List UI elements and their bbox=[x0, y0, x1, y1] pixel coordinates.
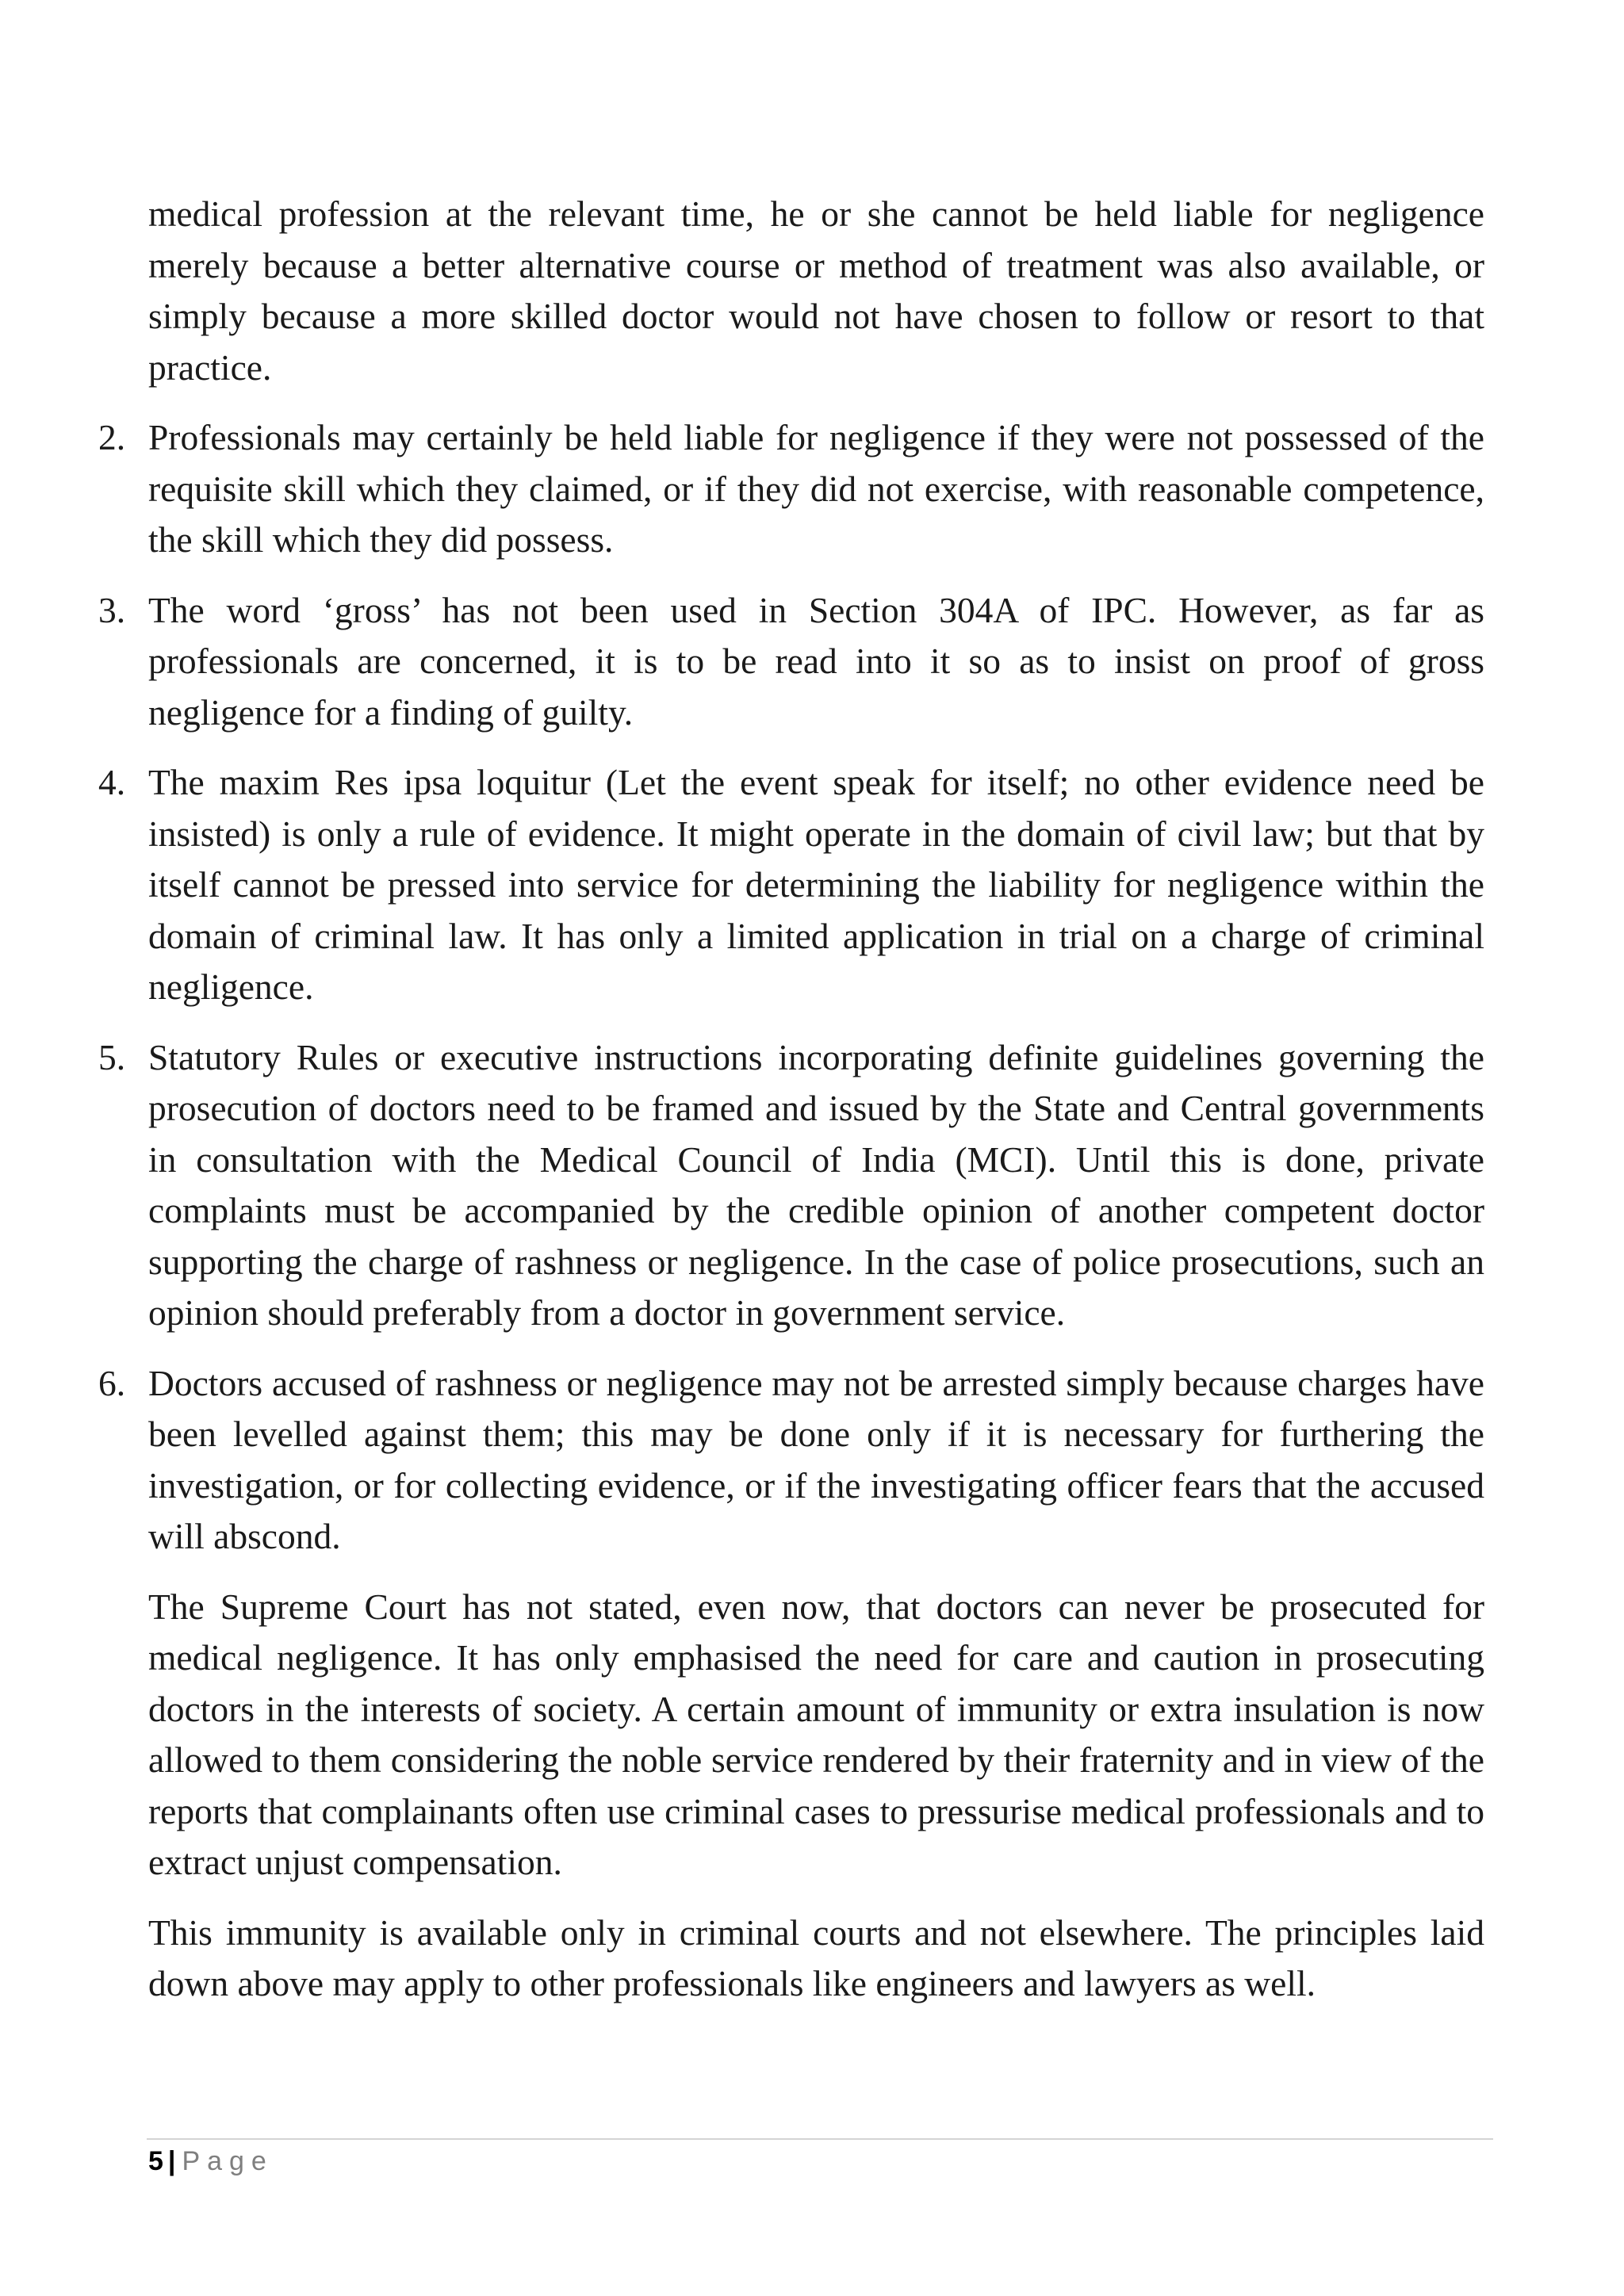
list-item bbox=[98, 1358, 1484, 1563]
list-item-text: Professionals may certainly be held liable for negligence if they were not possessed of the requisite skill which they claimed, or if they did not exercise, with reasonable competence, the skill which they did possess. bbox=[148, 417, 1484, 560]
numbered-list bbox=[98, 412, 1484, 1563]
list-item-number: 5. bbox=[98, 1036, 126, 1077]
list-item-text: Statutory Rules or executive instructions incorporating definite guidelines governing the prosecution of doctors need to be framed and issued by the State and Central governments in consultation with the Medical Council of India (MCI). Until this is done, private complaints must be accompanied by the credible opinion of another competent doctor supporting the charge of rashness or negligence. In the case of police prosecutions, such an opinion should preferably from a doctor in government service. bbox=[148, 1036, 1484, 1333]
page-label: Page bbox=[182, 2146, 274, 2176]
list-item bbox=[98, 1032, 1484, 1339]
page-number: 5 bbox=[148, 2146, 163, 2176]
list-item bbox=[98, 585, 1484, 739]
list-item-number: 6. bbox=[98, 1362, 126, 1403]
page-body bbox=[98, 189, 1484, 2010]
list-item-text: The word ‘gross’ has not been used in Section 304A of IPC. However, as far as professionals are concerned, it is to be read into it so as to insist on proof of gross negligence for a finding of guilty. bbox=[148, 589, 1484, 733]
list-item bbox=[98, 412, 1484, 566]
list-item-text: Doctors accused of rashness or negligence may not be arrested simply because charges have been levelled against them; this may be done only if it is necessary for furthering the investigation, or for collecting evidence, or if the investigating officer fears that the accused will abscond. bbox=[148, 1362, 1484, 1556]
list-item-number: 3. bbox=[98, 589, 126, 630]
list-item bbox=[98, 757, 1484, 1013]
page-footer bbox=[148, 2144, 274, 2179]
closing-paragraph: This immunity is available only in criminal courts and not elsewhere. The principles laid down above may apply to other professionals like engineers and lawyers as well. bbox=[148, 1911, 1484, 2003]
list-item-number: 4. bbox=[98, 762, 126, 802]
footer-divider bbox=[147, 2138, 1493, 2140]
list-item-text: The maxim Res ipsa loquitur (Let the event speak for itself; no other evidence need be insisted) is only a rule of evidence. It might operate in the domain of civil law; but that by itself cannot be pressed into service for determining the liability for negligence within the domain of criminal law. It has only a limited application in trial on a charge of criminal negligence. bbox=[148, 762, 1484, 1007]
footer-separator: | bbox=[167, 2146, 176, 2176]
closing-paragraph: The Supreme Court has not stated, even now, that doctors can never be prosecuted for medical negligence. It has only emphasised the need for care and caution in prosecuting doctors in the interests of society. A certain amount of immunity or extra insulation is now allowed to them considering the noble service rendered by their fraternity and in view of the reports that complainants often use criminal cases to pressurise medical professionals and to extract unjust compensation. bbox=[148, 1586, 1484, 1882]
list-item-number: 2. bbox=[98, 417, 126, 457]
continuation-paragraph: medical profession at the relevant time, he or she cannot be held liable for negligence merely because a better alternative course or method of treatment was also available, or simply because a more skilled doctor would not have chosen to follow or resort to that practice. bbox=[148, 193, 1484, 388]
